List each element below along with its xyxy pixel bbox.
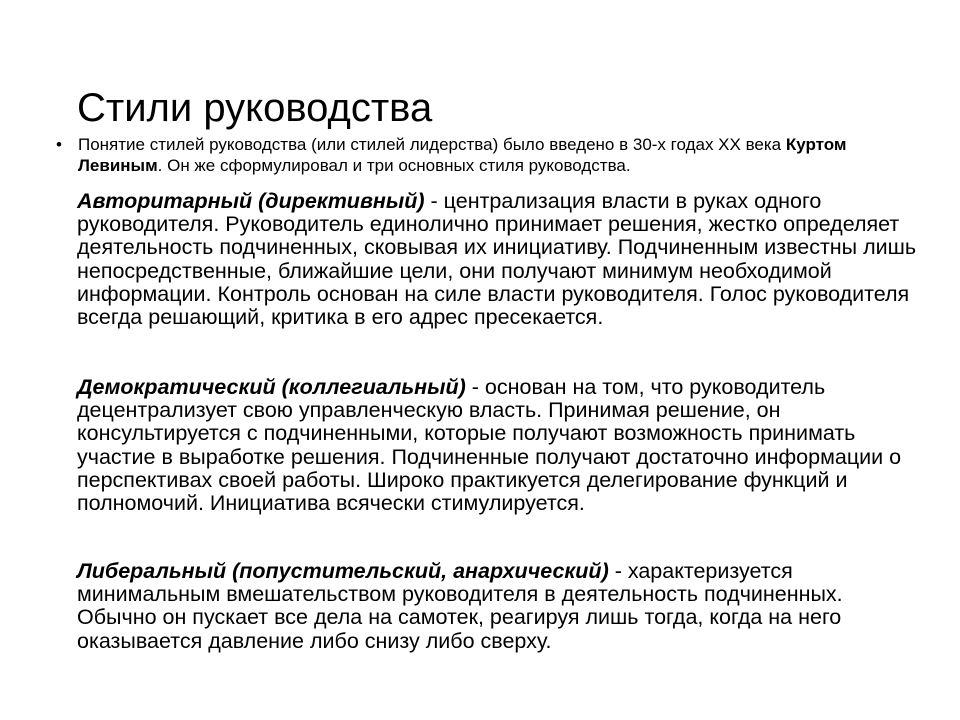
intro-text-before: Понятие стилей руководства (или стилей лидерства) было введено в 30-х годах XX века: [78, 135, 786, 154]
style-authoritarian: [77, 190, 927, 329]
bullet-icon: •: [56, 135, 62, 154]
slide-title: Стили руководства: [77, 86, 433, 130]
style-description-authoritarian: - централизация власти в руках одного руководителя. Руководитель единолично принимает решения, жестко определяет деятельность подчиненных, сковывая их инициативу. Подчиненным известны лишь непосредственные, ближайшие цели, они получают минимум необходимой информации. Контроль основан на силе власти руководителя. Голос руководителя всегда решающий, критика в его адрес пресекается.: [77, 189, 917, 330]
style-description-liberal: - характеризуется минимальным вмешательством руководителя в деятельность подчиненных. Обычно он пускает все дела на самотек, реагируя лишь тогда, когда на него оказывается давление либо снизу либо сверху.: [77, 559, 843, 653]
intro-text-after: . Он же сформулировал и три основных стиля руководства.: [157, 156, 631, 175]
intro-text: [78, 134, 934, 176]
style-description-democratic: - основан на том, что руководитель децентрализует свою управленческую власть. Принимая решение, он консультируется с подчиненными, которые получают возможность принимать участие в выработке решения. Подчиненные получают достаточно информации о перспективах своей работы. Широко практикуется делегирование функций и полномочий. Инициатива всячески стимулируется.: [77, 375, 902, 516]
style-term-democratic: Демократический (коллегиальный): [77, 375, 466, 399]
style-democratic: [77, 376, 927, 515]
intro-author-name: Куртом Левиным: [78, 135, 847, 175]
style-term-liberal: Либеральный (попустительский, анархический): [77, 559, 609, 583]
style-liberal: [77, 560, 927, 653]
style-term-authoritarian: Авторитарный (директивный): [77, 189, 425, 213]
intro-bullet-item: [56, 134, 936, 176]
